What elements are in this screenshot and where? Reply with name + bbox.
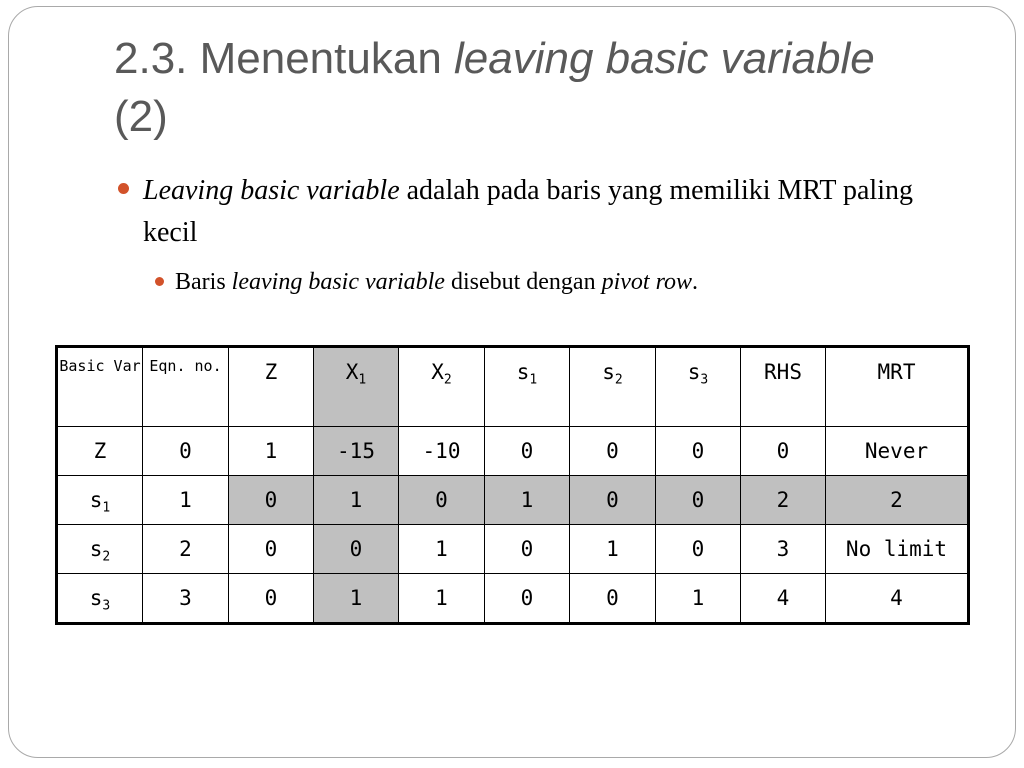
table-cell: -10 (399, 427, 485, 476)
table-cell: 1 (399, 525, 485, 574)
simplex-tableau (55, 345, 970, 625)
table-cell: Never (826, 427, 969, 476)
table-cell: 1 (399, 574, 485, 624)
table-cell: 1 (485, 476, 570, 525)
header-s2: $s_2$ (570, 347, 656, 427)
title-suffix: (2) (114, 92, 168, 141)
table-cell: 1 (143, 476, 229, 525)
table-cell: No limit (826, 525, 969, 574)
table-cell: 4 (826, 574, 969, 624)
table-row (57, 427, 969, 476)
table-cell: 0 (229, 574, 314, 624)
table-cell: 0 (143, 427, 229, 476)
table-cell: 0 (570, 574, 656, 624)
table-cell: 3 (741, 525, 826, 574)
table-cell: 0 (314, 525, 399, 574)
table-cell: 0 (656, 525, 741, 574)
table-row-pivot (57, 476, 969, 525)
header-z: Z (229, 347, 314, 427)
table-cell: 0 (485, 427, 570, 476)
header-mrt: MRT (826, 347, 969, 427)
header-s1: $s_1$ (485, 347, 570, 427)
table-cell: 0 (656, 427, 741, 476)
bullet2-italic: leaving basic variable (231, 269, 445, 295)
table-cell: 1 (570, 525, 656, 574)
table-cell: 0 (656, 476, 741, 525)
table-cell: 0 (399, 476, 485, 525)
table-cell: 2 (741, 476, 826, 525)
table-cell: 1 (314, 476, 399, 525)
header-basic-var: Basic Var (57, 347, 143, 427)
table-cell: 0 (741, 427, 826, 476)
slide-title (114, 30, 934, 146)
row-basic-var: $s_3$ (57, 574, 143, 624)
header-x1: $X_1$ (314, 347, 399, 427)
header-x2: $X_2$ (399, 347, 485, 427)
table-cell: -15 (314, 427, 399, 476)
bullet2-suffix: . (692, 269, 699, 295)
table-cell: 1 (314, 574, 399, 624)
table-cell: 0 (570, 427, 656, 476)
bullet1-italic: Leaving basic variable (143, 175, 400, 206)
bullet2-middle: disebut dengan (444, 269, 602, 295)
title-prefix: 2.3. Menentukan (114, 34, 455, 83)
tableau-header-row (57, 347, 969, 427)
table-cell: 2 (143, 525, 229, 574)
table-row (57, 574, 969, 624)
table-cell: 1 (229, 427, 314, 476)
row-basic-var: $s_2$ (57, 525, 143, 574)
table-cell: 0 (485, 525, 570, 574)
row-basic-var: Z (57, 427, 143, 476)
table-cell: 2 (826, 476, 969, 525)
table-cell: 1 (656, 574, 741, 624)
bullet-pivot-row (175, 264, 935, 300)
bullet-leaving-variable (143, 170, 943, 254)
header-s3: $s_3$ (656, 347, 741, 427)
table-row (57, 525, 969, 574)
title-italic: leaving basic variable (454, 34, 875, 83)
table-cell: 0 (229, 525, 314, 574)
header-rhs: RHS (741, 347, 826, 427)
bullet2-italic2: pivot row (601, 269, 693, 295)
table-cell: 0 (485, 574, 570, 624)
table-cell: 4 (741, 574, 826, 624)
bullet2-prefix: Baris (175, 269, 232, 295)
table-cell: 3 (143, 574, 229, 624)
table-cell: 0 (570, 476, 656, 525)
table-cell: 0 (229, 476, 314, 525)
bullet1-text: adalah pada baris yang memiliki MRT paling kecil (143, 175, 913, 248)
row-basic-var: $s_1$ (57, 476, 143, 525)
header-eqn-no: Eqn. no. (143, 347, 229, 427)
